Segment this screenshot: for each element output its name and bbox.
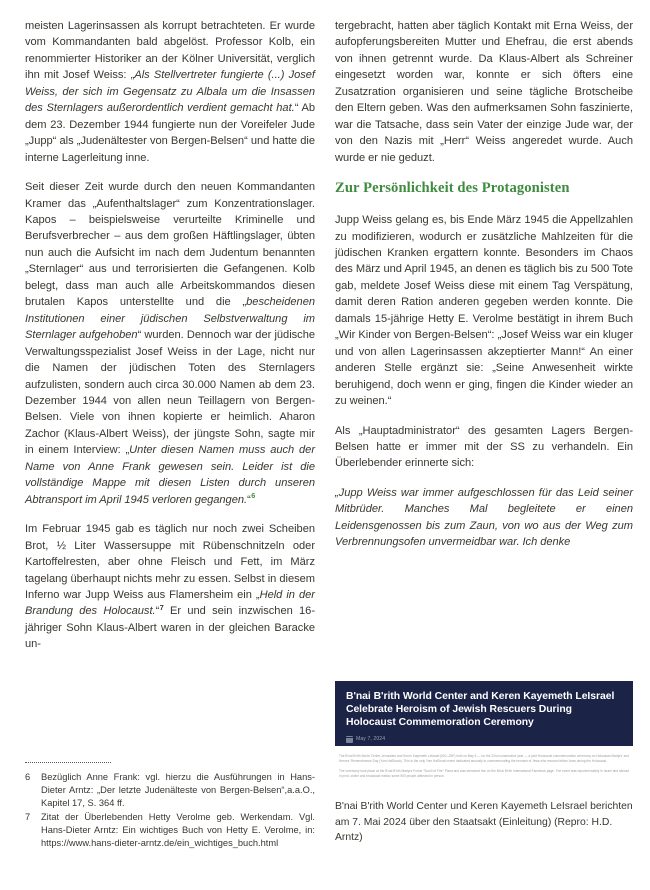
calendar-icon — [346, 736, 353, 743]
screenshot-repro — [335, 681, 633, 786]
italic-quote: Held in der Brandung des Holocaust. — [25, 588, 315, 618]
footnote-item — [25, 771, 315, 810]
screenshot-headline: B'nai B'rith World Center and Keren Kayemeth LeIsrael Celebrate Heroism of Jewish Rescuers During Holocaust Commemoration Ceremony — [346, 691, 615, 729]
footnote-marker[interactable]: 6 — [251, 491, 256, 500]
paragraph-right-2: Jupp Weiss gelang es, bis Ende März 1945 die Appellzahlen zu modifizieren, wodurch er zusätzliche Mahlzeiten für die jüdischen Kranken ergattern konnte. Besonders im Chaos des März und April 1945, an denen es täglich bis zu 500 Tote gab, meldete Josef Weiss diese mit einem Tag Verspätung, damit deren Ration anderen gegeben werden konnte. Die damals 15-jährige Hetty E. Verolme bestätigt in ihrem Buch „Wir Kinder von Bergen-Belsen“: „Josef Weiss war ein kluger und von allen Lagerinsassen akzeptierter Mann!“ An einer anderen Stelle ergänzt sie: „Seine Anwesenheit wirkte beruhigend, doch wenn er ging, fingen die Kinder wieder an zu weinen.“ — [335, 214, 633, 408]
footnote-item — [25, 811, 315, 850]
paragraph-left-2: Seit dieser Zeit wurde durch den neuen Kommandanten Kramer das „Aufenthaltslager“ zum Konzentrationslager. Kapos – beispielsweise verurteilte Kriminelle und Berufsverbrecher – aus dem großen Häftlingslager, übten nun auch die Aufsicht im nach dem Judentum benannten „Sternlager“ aus und terrorisierten die Gefangenen. Kolb belegt, dass man auch alle Arbeitskommandos diesen brutalen Kapos unterstellte und die „bescheidenen Institutionen einer jüdischen Selbstverwaltung im Sternlager aufgehoben“ wurden. Dennoch war der jüdische Verwaltungsspezialist Josef Weiss in der Lage, nicht nur die Namen der jüdischen Toten des Sternlagers aufzulisten, sondern auch circa 30.000 Namen ab dem 23. Dezember 1944 von allen neun Teillagern von Bergen-Belsen. Viele von ihnen kopierte er heimlich. Aharon Zachor (Klaus-Albert Weiss), der jüngste Sohn, sagte mir in einem Interview: „Unter diesen Namen muss auch der Name von Anne Frank gewesen sein. Leider ist die vollständige Mappe mit diesen Listen durch unseren Abtransport im April 1945 verloren gegangen.“$^6$ — [25, 181, 315, 506]
paragraph-left-1: meisten Lagerinsassen als korrupt betrachteten. Er wurde vom Kommandanten bald abgelöst. Professor Kolb, ein renommierter Historiker an der Kölner Universität, verglich ihn mit Josef Weiss: „Als Stellvertreter fungierte (...) Josef Weiss, der sich im Gegensatz zu Albala um die Insassen des Sternlagers außerordentlich verdient gemacht hat.“ Ab dem 23. Dezember 1944 fungierte nun der Voreifeler Jude „Jupp“ als „Judenältester von Bergen-Belsen“ und hatte die interne Lagerleitung inne. — [25, 20, 315, 164]
paragraph-left-3: Im Februar 1945 gab es täglich nur noch zwei Scheiben Brot, ½ Liter Wassersuppe mit Rübenschnitzeln oder Kartoffelresten, aber ohne Fleisch und Fett, im März tagelang überhaupt nichts mehr zu essen. Selbst in diesem Inferno war Jupp Weiss aus Flamersheim ein „Held in der Brandung des Holocaust.“$^7$ Er und sein inzwischen 16-jähriger Sohn Klaus-Albert waren in der gleichen Baracke un- — [25, 523, 315, 651]
italic-quote: „Jupp Weiss war immer aufgeschlossen für das Leid seiner Mitbrüder. Manches Mal begleitete er einen Leidensgenossen bis zum Zaun, von wo aus der Weg zum Verbrennungsofen unvermeidbar war. Ich denke — [335, 486, 633, 549]
figure-caption: B'nai B'rith World Center und Keren Kayemeth LeIsrael berichten am 7. Mai 2024 über den Staatsakt (Einleitung) (Repro: H.D. Arntz) — [335, 801, 633, 843]
footnote-separator — [25, 762, 111, 763]
screenshot-date: May 7, 2024 — [356, 735, 386, 742]
footnote-number: 6 — [25, 772, 31, 782]
screenshot-meta — [346, 736, 622, 743]
screenshot-paragraph: The ceremony took place at the B'nai B'rith Martyrs Forest "Scroll of Fire" Plaza and was streamed live on the B'nai B'rith International Facebook page. The event was reported widely in Israel and abroad in print, online and broadcast media; some 900 people attended in person. — [339, 769, 629, 779]
italic-quote: Unter diesen Namen muss auch der Name von Anne Frank gewesen sein. Leider ist die vollständige Mappe mit diesen Listen durch unseren Abtransport im April 1945 verloren gegangen. — [25, 444, 315, 506]
section-heading: Zur Persönlichkeit des Protagonisten — [335, 180, 570, 197]
footnote-text: Bezüglich Anne Frank: vgl. hierzu die Ausführungen in Hans-Dieter Arntz: „Der letzte Judenälteste von Bergen-Belsen“,a.a.O., Kapitel 17, S. 364 ff. — [41, 772, 315, 809]
right-column-body — [335, 0, 633, 551]
paragraph-right-1: tergebracht, hatten aber täglich Kontakt mit Erna Weiss, der aufopferungsbereiten Mutter und Ehefrau, die erst abends von ihnen getrennt wurde. Da Klaus-Albert als Schreiner eingesetzt worden war, konnte er sich öfters eine Zusatzration organisieren und seine tägliche Brotscheibe den Eltern geben. Was den aufmerksamen Sohn faszinierte, war die Tatsache, dass sein Vater der einzige Jude war, der von den Nazis mit „Herr“ Weiss angeredet wurde. Auch wurde er nie geduzt. — [335, 20, 633, 164]
paragraph-right-3: Als „Hauptadministrator“ des gesamten Lagers Bergen-Belsen hatte er immer mit der SS zu verhandeln. Ein Überlebender erinnerte sich: — [335, 424, 633, 470]
paragraph-right-4 — [335, 485, 633, 551]
footnote-text: Zitat der Überlebenden Hetty Verolme geb. Werkendam. Vgl. Hans-Dieter Arntz: Ein wichtiges Buch von Hetty E. Verolme, in: https://www.hans-dieter-arntz.de/ein_wichtiges_buch.html — [41, 812, 315, 849]
italic-quote: bescheidenen Institutionen einer jüdischen Selbstverwaltung im Sternlager aufgehoben — [25, 296, 315, 342]
screenshot-paragraph: The B'nai B'rith World Center-Jerusalem and Keren Kayemeth LeIsrael (KKL-JNF) held on May 5 — for the 22nd consecutive year — a joint Holocaust commemoration ceremony on Holocaust Martyrs' and Heroes' Remembrance Day (Yom HaShoah). This is the only Yom HaShoah event dedicated annually to commemorating the heroism of Jews who rescued fellow Jews during the Holocaust. — [339, 754, 629, 764]
footnote-number: 7 — [25, 812, 31, 823]
left-column — [25, 0, 315, 653]
footnote-marker[interactable]: 7 — [159, 602, 164, 612]
footnote-block — [25, 762, 315, 852]
screenshot-banner — [335, 681, 633, 746]
left-column-body — [25, 0, 315, 653]
right-column — [335, 0, 633, 551]
screenshot-article-body — [335, 746, 633, 786]
italic-quote: Als Stellvertreter fungierte (...) Josef Weiss, der sich im Gegensatz zu Albala um die Insassen des Sternlagers außerordentlich verdient gemacht hat. — [25, 69, 315, 115]
figure-block — [335, 681, 633, 845]
